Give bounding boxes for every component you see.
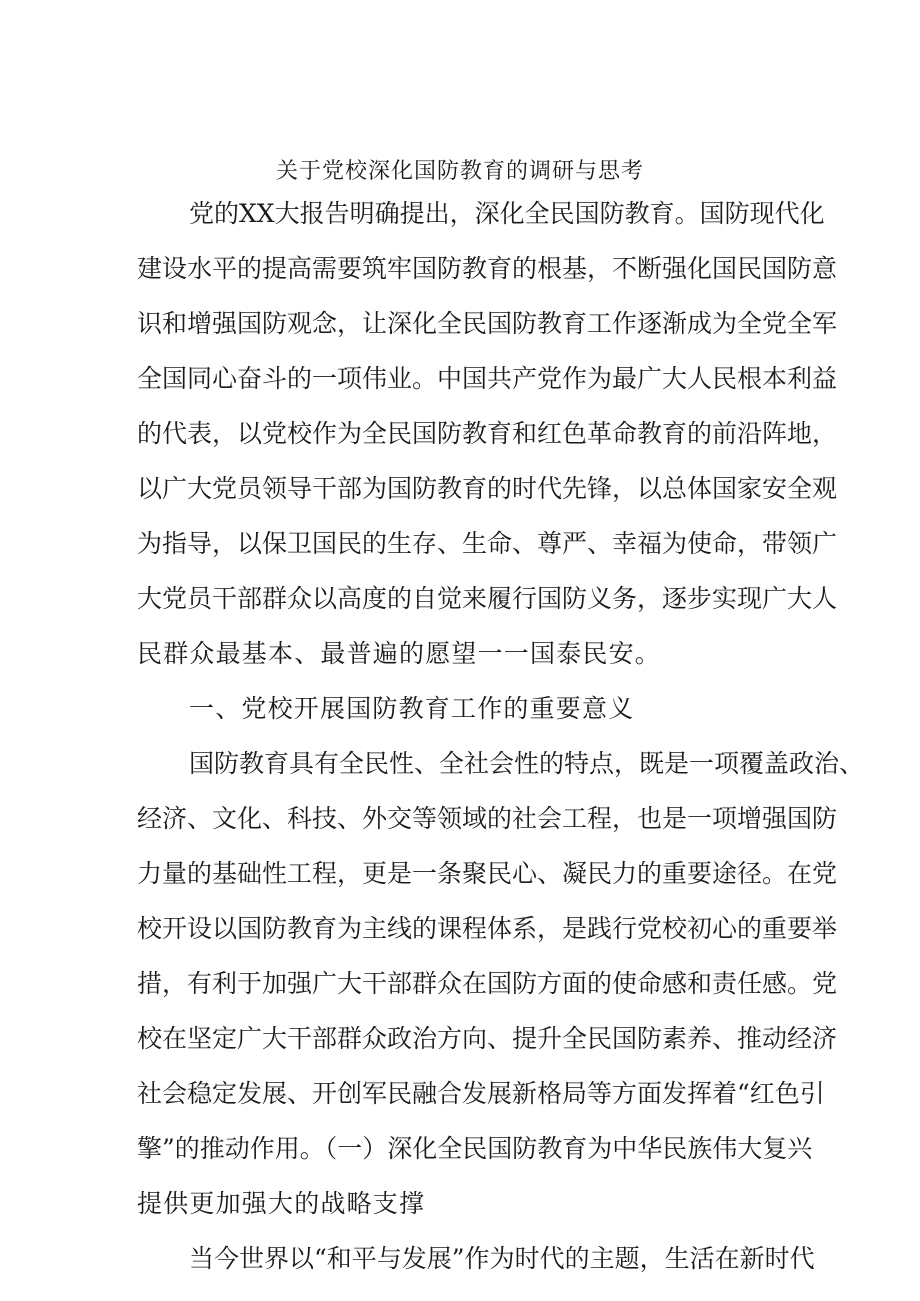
- text-line: 大党员干部群众以高度的自觉来履行国防义务，逐步实现广大人: [137, 584, 838, 613]
- text-line: 建设水平的提高需要筑牢国防教育的根基，不断强化国民国防意: [137, 254, 838, 283]
- text-line: 擎”的推动作用。（一）深化全民国防教育为中华民族伟大复兴: [137, 1134, 813, 1163]
- text-line: 提供更加强大的战略支撑: [137, 1189, 426, 1218]
- text-line: 经济、文化、科技、外交等领域的社会工程，也是一项增强国防: [137, 804, 838, 833]
- text-line: 全国同心奋斗的一项伟业。中国共产党作为最广大人民根本利益: [137, 364, 838, 393]
- text-line: 社会稳定发展、开创军民融合发展新格局等方面发挥着“红色引: [137, 1079, 825, 1108]
- text-line: 措，有利于加强广大干部群众在国防方面的使命感和责任感。党: [137, 969, 838, 998]
- section-heading: 一、党校开展国防教育工作的重要意义: [189, 694, 635, 723]
- text-line: 国防教育具有全民性、全社会性的特点，既是一项覆盖政治、: [189, 749, 865, 778]
- text-line: 以广大党员领导干部为国防教育的时代先锋，以总体国家安全观: [137, 474, 838, 503]
- text-line: 校开设以国防教育为主线的课程体系，是践行党校初心的重要举: [137, 914, 838, 943]
- text-line: 民群众最基本、最普遍的愿望一一国泰民安。: [137, 639, 662, 668]
- text-line: 的代表，以党校作为全民国防教育和红色革命教育的前沿阵地，: [137, 419, 838, 448]
- text-line: 当今世界以“和平与发展”作为时代的主题，生活在新时代: [189, 1244, 815, 1273]
- text-line: 为指导，以保卫国民的生存、生命、尊严、幸福为使命，带领广: [137, 529, 838, 558]
- text-line: 力量的基础性工程，更是一条聚民心、凝民力的重要途径。在党: [137, 859, 838, 888]
- text-line: 校在坚定广大干部群众政治方向、提升全民国防素养、推动经济: [137, 1024, 838, 1053]
- text-line: 识和增强国防观念，让深化全民国防教育工作逐渐成为全党全军: [137, 309, 838, 338]
- document-title: 关于党校深化国防教育的调研与思考: [275, 159, 644, 184]
- text-line: 党的XX大报告明确提出，深化全民国防教育。国防现代化: [189, 199, 825, 228]
